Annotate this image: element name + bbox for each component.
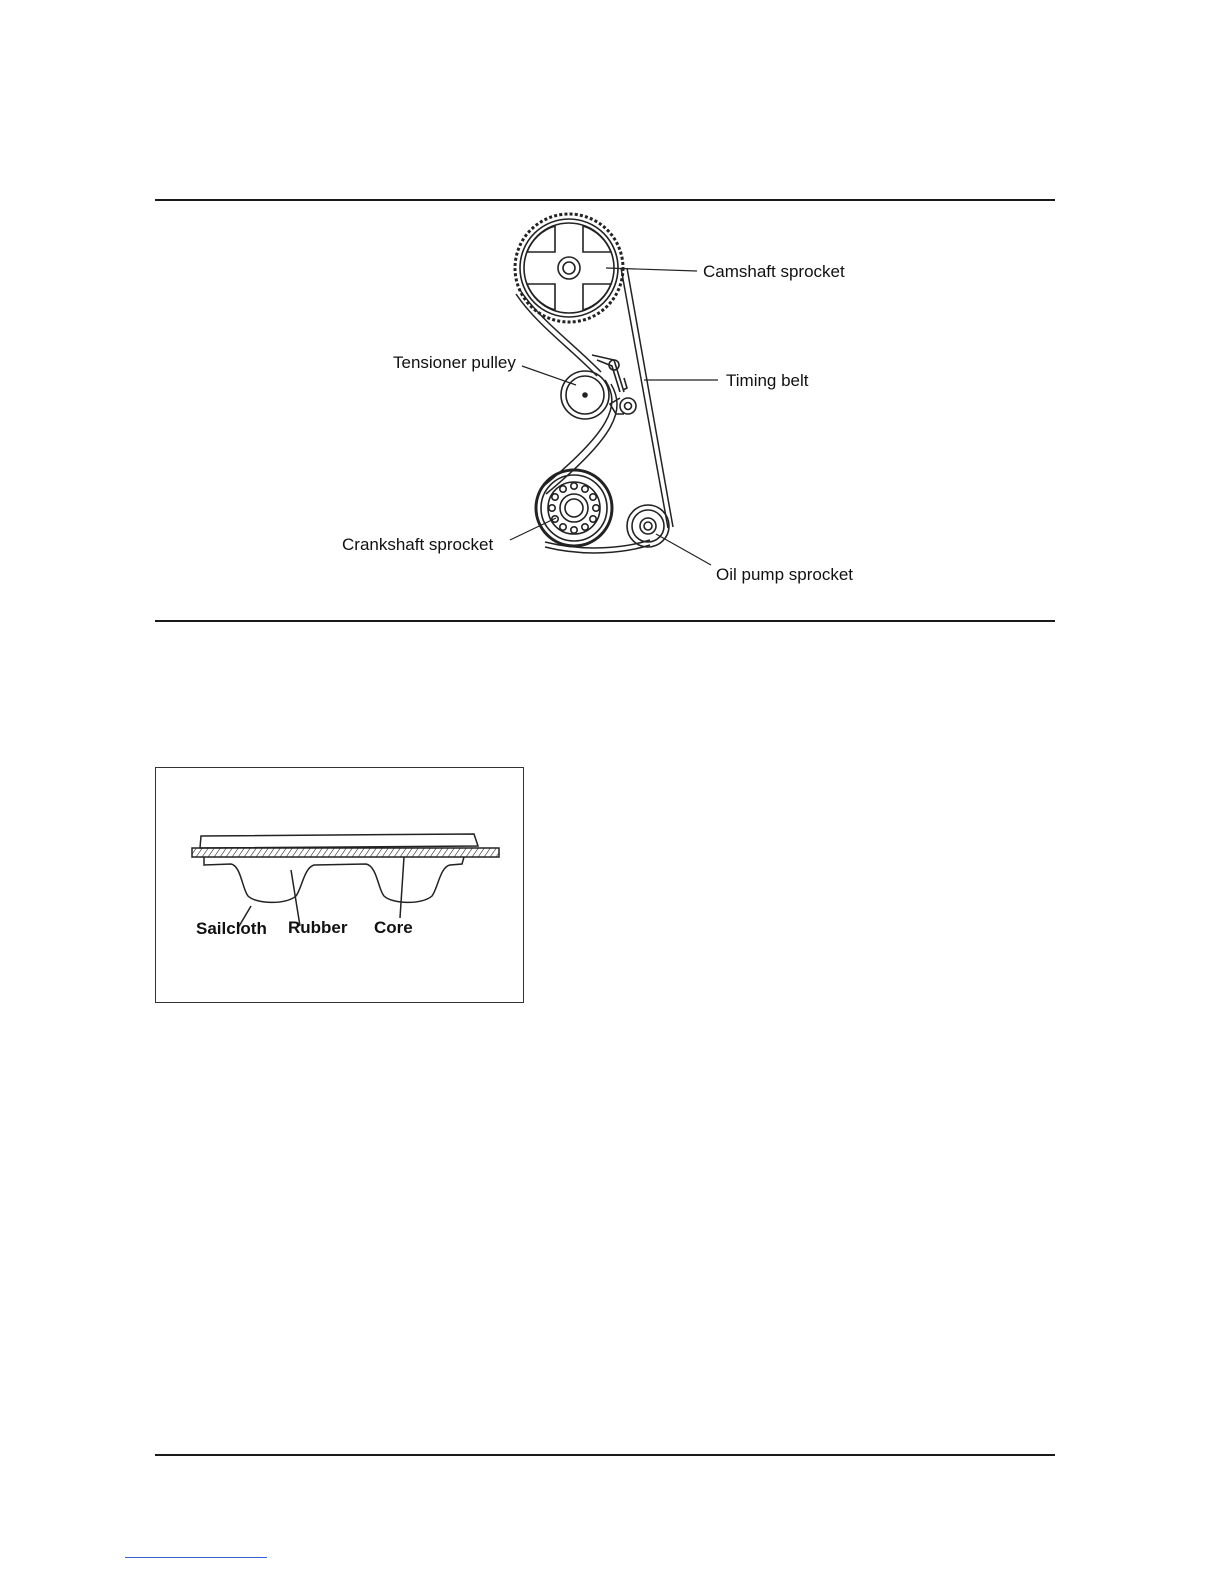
middle-divider (155, 620, 1055, 622)
camshaft-sprocket-label: Camshaft sprocket (703, 262, 845, 281)
bottom-divider (155, 1454, 1055, 1456)
crankshaft-sprocket-drawing (536, 470, 612, 546)
rubber-label: Rubber (288, 918, 348, 937)
timing-belt-label: Timing belt (726, 371, 809, 390)
oil-pump-sprocket-label: Oil pump sprocket (716, 565, 853, 584)
belt-construction-figure (155, 767, 524, 1003)
core-label: Core (374, 918, 413, 937)
crankshaft-sprocket-label: Crankshaft sprocket (342, 535, 494, 554)
belt-cross-section-drawing (156, 768, 525, 1004)
sailcloth-label: Sailcloth (196, 919, 267, 938)
footer-link-underline (125, 1557, 267, 1558)
tensioner-pulley-drawing (561, 355, 636, 419)
top-divider (155, 199, 1055, 201)
tensioner-pulley-label: Tensioner pulley (393, 353, 516, 372)
